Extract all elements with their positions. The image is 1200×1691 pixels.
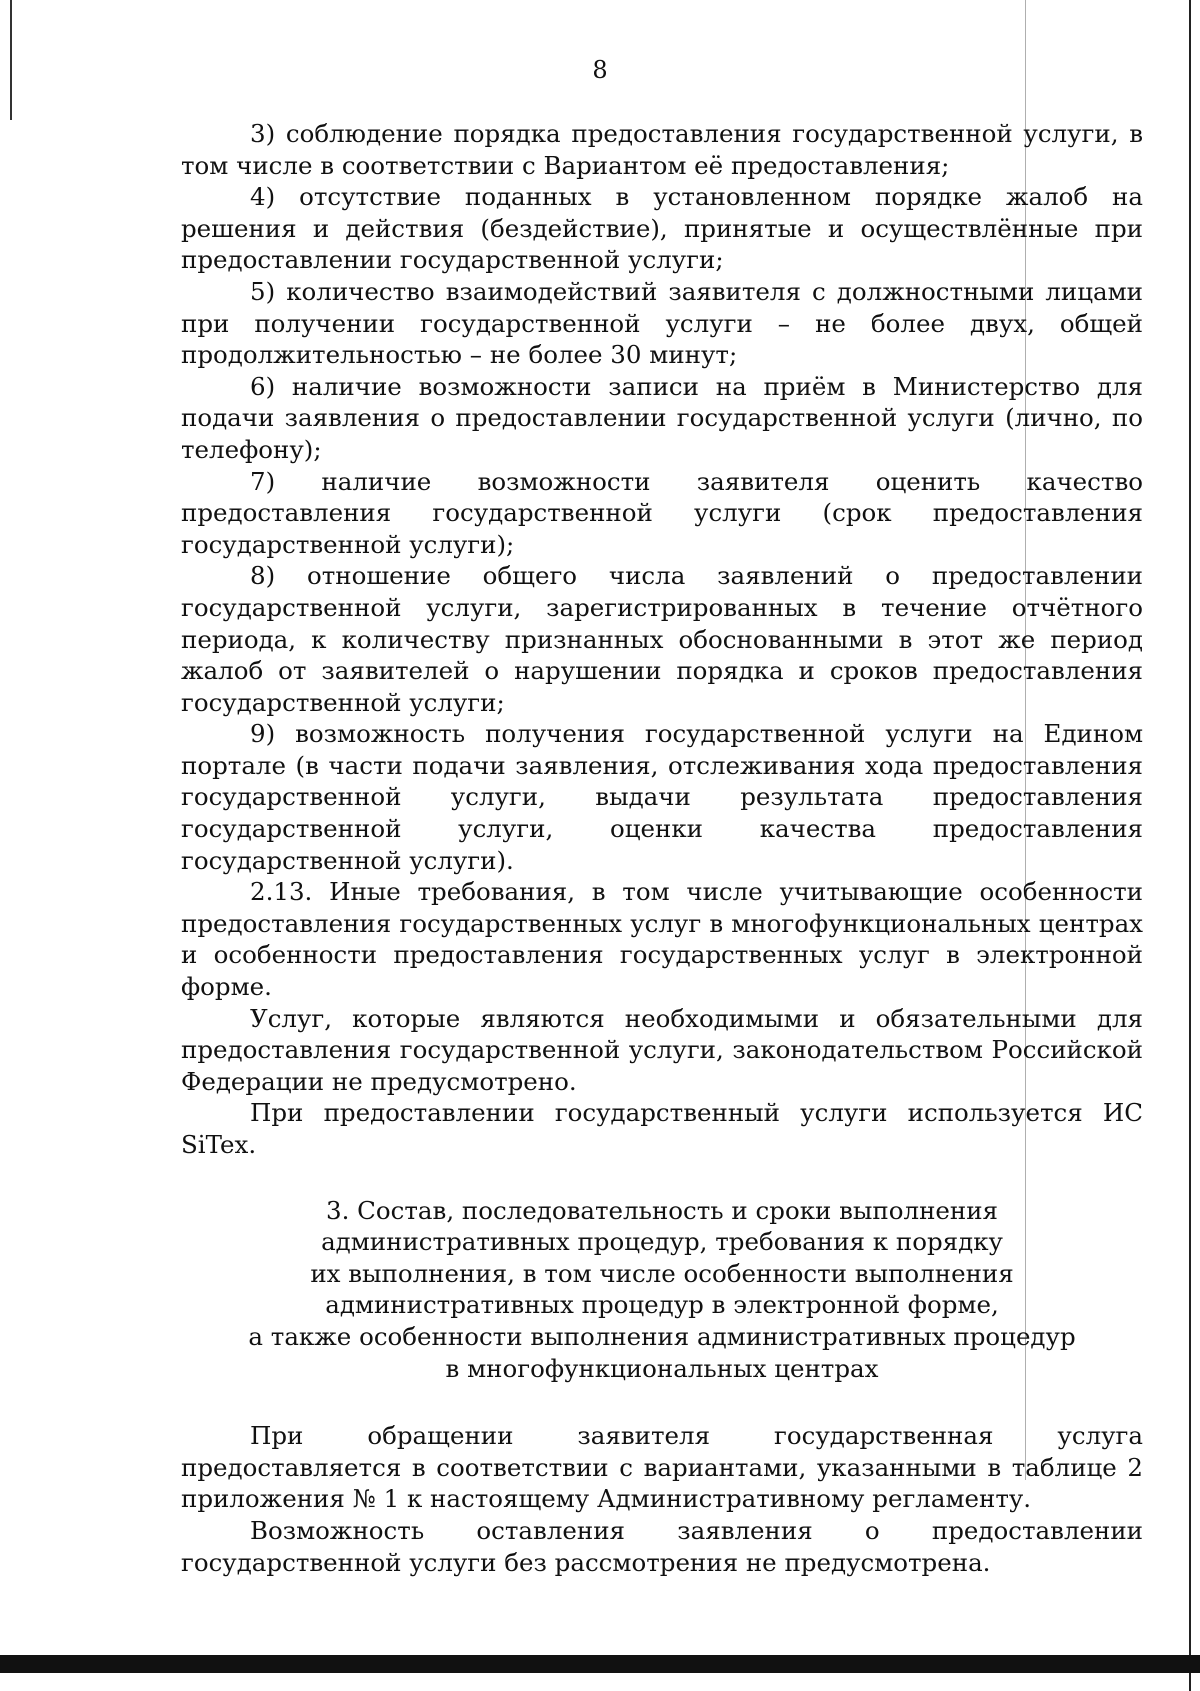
heading-line: их выполнения, в том числе особенности выполнения bbox=[310, 1258, 1014, 1288]
list-item-6: 6) наличие возможности записи на приём в Министерство для подачи заявления о предоставлении государственной услуги (лично, по телефону); bbox=[181, 371, 1143, 464]
paragraph-required-services: Услуг, которые являются необходимыми и обязательными для предоставления государственной услуги, законодательством Российской Федерации не предусмотрено. bbox=[181, 1003, 1143, 1096]
scan-bottom-bar bbox=[0, 1655, 1200, 1673]
page-number: 8 bbox=[592, 56, 608, 84]
heading-line: административных процедур в электронной форме, bbox=[325, 1290, 999, 1320]
section-3-heading bbox=[181, 1195, 1143, 1385]
heading-line: административных процедур, требования к порядку bbox=[321, 1227, 1003, 1257]
list-item-9: 9) возможность получения государственной услуги на Едином портале (в части подачи заявления, отслеживания хода предоставления государственной услуги, выдачи результата предоставления государственной услуги, оценки качества предоставления государственной услуги). bbox=[181, 719, 1143, 875]
heading-line: 3. Состав, последовательность и сроки выполнения bbox=[325, 1195, 999, 1225]
paragraph-no-review: Возможность оставления заявления о предоставлении государственной услуги без рассмотрения не предусмотрена. bbox=[181, 1515, 1143, 1577]
paragraph-variants: При обращении заявителя государственная услуга предоставляется в соответствии с вариантами, указанными в таблице 2 приложения № 1 к настоящему Административному регламенту. bbox=[181, 1421, 1143, 1514]
section-2-13: 2.13. Иные требования, в том числе учитывающие особенности предоставления государственных услуг в многофункциональных центрах и особенности предоставления государственных услуг в электронной форме. bbox=[181, 877, 1143, 1002]
paragraph-sitex: При предоставлении государственный услуги используется ИС SiTex. bbox=[181, 1098, 1143, 1159]
document-body bbox=[181, 118, 1143, 1578]
list-item-5: 5) количество взаимодействий заявителя с должностными лицами при получении государственной услуги – не более двух, общей продолжительностью – не более 30 минут; bbox=[181, 276, 1143, 370]
list-item-4: 4) отсутствие поданных в установленном порядке жалоб на решения и действия (бездействие), принятые и осуществлённые при предоставлении государственной услуги; bbox=[181, 182, 1143, 275]
heading-line: а также особенности выполнения административных процедур bbox=[248, 1321, 1076, 1351]
heading-line: в многофункциональных центрах bbox=[445, 1353, 879, 1383]
list-item-8: 8) отношение общего числа заявлений о предоставлении государственной услуги, зарегистрированных в течение отчётного периода, к количеству признанных обоснованными в этот же период жалоб от заявителей о нарушении порядка и сроков предоставления государственной услуги; bbox=[181, 561, 1143, 717]
list-item-3: 3) соблюдение порядка предоставления государственной услуги, в том числе в соответствии с Вариантом её предоставления; bbox=[181, 119, 1143, 180]
list-item-7: 7) наличие возможности заявителя оценить качество предоставления государственной услуги (срок предоставления государственной услуги); bbox=[181, 466, 1143, 559]
scan-edge-right bbox=[1189, 0, 1191, 1691]
